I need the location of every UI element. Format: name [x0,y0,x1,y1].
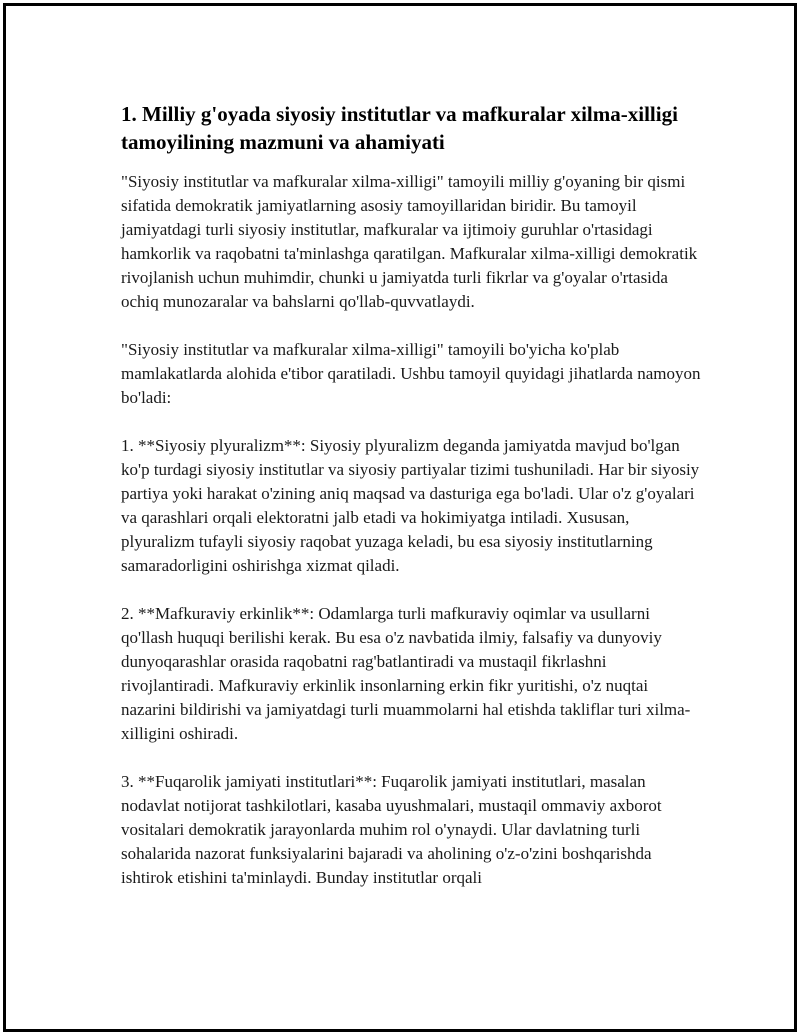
paragraph-aspects: "Siyosiy institutlar va mafkuralar xilma-xilligi" tamoyili bo'yicha ko'plab mamlakatlarda alohida e'tibor qaratiladi. Ushbu tamoyil quyidagi jihatlarda namoyon bo'ladi: [121,340,701,407]
section-heading: 1. Milliy g'oyada siyosiy institutlar va mafkuralar xilma-xilligi tamoyilining mazmuni va ahamiyati [121,102,678,154]
paragraph-civil-society: 3. **Fuqarolik jamiyati institutlari**: Fuqarolik jamiyati institutlari, masalan nodavlat notijorat tashkilotlari, kasaba uyushmalari, mustaqil ommaviy axborot vositalari demokratik jarayonlarda muhim rol o'ynaydi. Ular davlatning turli sohalarida nazorat funksiyalarini bajaradi va aholining o'z-o'zini boshqarishda ishtirok etishini ta'minlaydi. Bunday institutlar orqali [121,772,662,887]
paragraph-political-pluralism: 1. **Siyosiy plyuralizm**: Siyosiy plyuralizm deganda jamiyatda mavjud bo'lgan ko'p turdagi siyosiy institutlar va siyosiy partiyalar tizimi tushuniladi. Har bir siyosiy partiya yoki harakat o'zining aniq maqsad va dasturiga ega bo'ladi. Ular o'z g'oyalari va qarashlari orqali elektoratni jalb etadi va hokimiyatga intiladi. Xususan, plyuralizm tufayli siyosiy raqobat yuzaga keladi, bu esa siyosiy institutlarning samaradorligini oshirishga xizmat qiladi. [121,436,700,575]
page-frame [3,3,797,1032]
paragraph-intro: "Siyosiy institutlar va mafkuralar xilma-xilligi" tamoyili milliy g'oyaning bir qismi sifatida demokratik jamiyatlarning asosiy tamoyillaridan biridir. Bu tamoyil jamiyatdagi turli siyosiy institutlar, mafkuralar va ijtimoiy guruhlar o'rtasidagi hamkorlik va raqobatni ta'minlashga qaratilgan. Mafkuralar xilma-xilligi demokratik rivojlanish uchun muhimdir, chunki u jamiyatda turli fikrlar va g'oyalar o'rtasida ochiq munozaralar va bahslarni qo'llab-quvvatlaydi. [121,172,698,311]
paragraph-ideological-freedom: 2. **Mafkuraviy erkinlik**: Odamlarga turli mafkuraviy oqimlar va usullarni qo'llash huquqi berilishi kerak. Bu esa o'z navbatida ilmiy, falsafiy va dunyoviy dunyoqarashlar orasida raqobatni rag'batlantiradi va mustaqil fikrlashni rivojlantiradi. Mafkuraviy erkinlik insonlarning erkin fikr yuritishi, o'z nuqtai nazarini bildirishi va jamiyatdagi turli muammolarni hal etishda takliflar turi xilma-xilligini oshiradi. [121,604,691,743]
document-body [121,100,701,914]
